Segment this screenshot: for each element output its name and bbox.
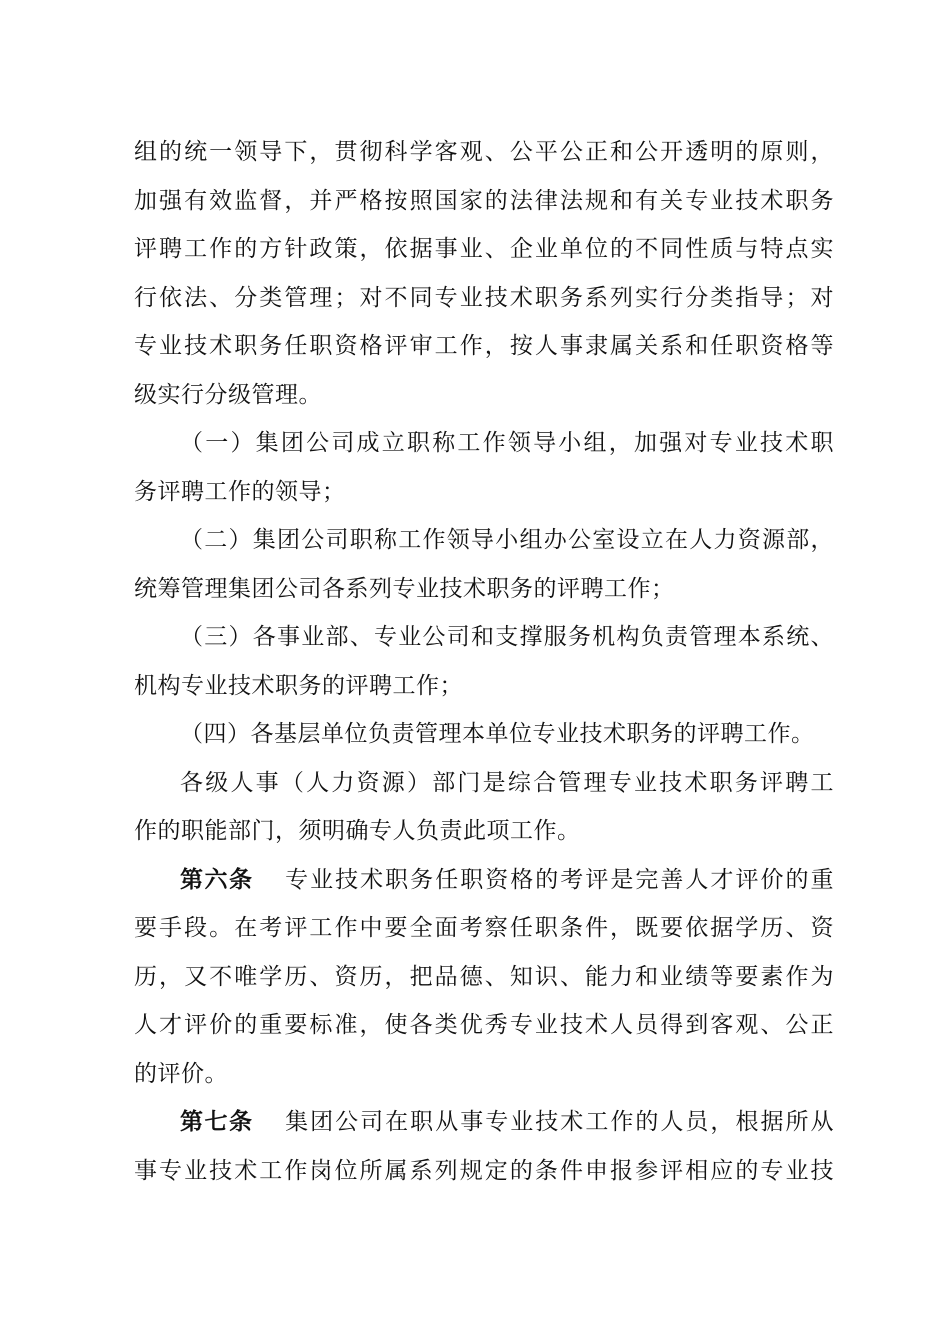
text-line: 务评聘工作的领导； — [134, 478, 346, 505]
text-line: （二）集团公司职称工作领导小组办公室设立在人力资源部， — [180, 527, 834, 553]
document-body — [134, 128, 834, 1195]
text-line: 机构专业技术职务的评聘工作； — [134, 672, 463, 699]
text-line: 评聘工作的方针政策，依据事业、企业单位的不同性质与特点实 — [134, 236, 834, 262]
article-first-line — [134, 856, 834, 905]
paragraph-leading-principles — [134, 128, 834, 419]
text-line: 人才评价的重要标准，使各类优秀专业技术人员得到客观、公正 — [134, 1012, 834, 1038]
text-line: （一）集团公司成立职称工作领导小组，加强对专业技术职 — [180, 430, 834, 456]
text-line: 作的职能部门，须明确专人负责此项工作。 — [134, 818, 581, 844]
text-line: 事专业技术工作岗位所属系列规定的条件申报参评相应的专业技 — [134, 1157, 834, 1184]
article-7 — [134, 1098, 834, 1195]
article-number: 第七条 — [180, 1109, 254, 1135]
list-item-1 — [134, 419, 834, 516]
text-line: 专业技术职务任职资格评审工作，按人事隶属关系和任职资格等 — [134, 333, 834, 359]
article-first-line — [134, 1098, 834, 1147]
text-line: 历，又不唯学历、资历，把品德、知识、能力和业绩等要素作为 — [134, 963, 834, 990]
paragraph-hr-department — [134, 759, 834, 856]
text-line: 集团公司在职从事专业技术工作的人员，根据所从 — [283, 1109, 835, 1135]
text-line: 要手段。在考评工作中要全面考察任职条件，既要依据学历、资 — [134, 915, 834, 941]
text-line: 组的统一领导下，贯彻科学客观、公平公正和公开透明的原则， — [134, 139, 834, 165]
text-line: 各级人事（人力资源）部门是综合管理专业技术职务评聘工 — [180, 769, 834, 796]
text-line: 级实行分级管理。 — [134, 381, 322, 408]
article-number: 第六条 — [180, 866, 254, 893]
text-line: 的评价。 — [134, 1060, 228, 1087]
list-item-4 — [134, 710, 834, 759]
list-item-2 — [134, 516, 834, 613]
text-line: 加强有效监督，并严格按照国家的法律法规和有关专业技术职务 — [134, 187, 834, 214]
article-6 — [134, 856, 834, 1099]
list-item-3 — [134, 613, 834, 710]
text-line: 专业技术职务任职资格的考评是完善人才评价的重 — [283, 866, 835, 893]
text-line: （四）各基层单位负责管理本单位专业技术职务的评聘工作。 — [180, 721, 815, 747]
text-line: （三）各事业部、专业公司和支撑服务机构负责管理本系统、 — [180, 624, 834, 650]
text-line: 统筹管理集团公司各系列专业技术职务的评聘工作； — [134, 575, 675, 602]
text-line: 行依法、分类管理；对不同专业技术职务系列实行分类指导；对 — [134, 284, 834, 311]
